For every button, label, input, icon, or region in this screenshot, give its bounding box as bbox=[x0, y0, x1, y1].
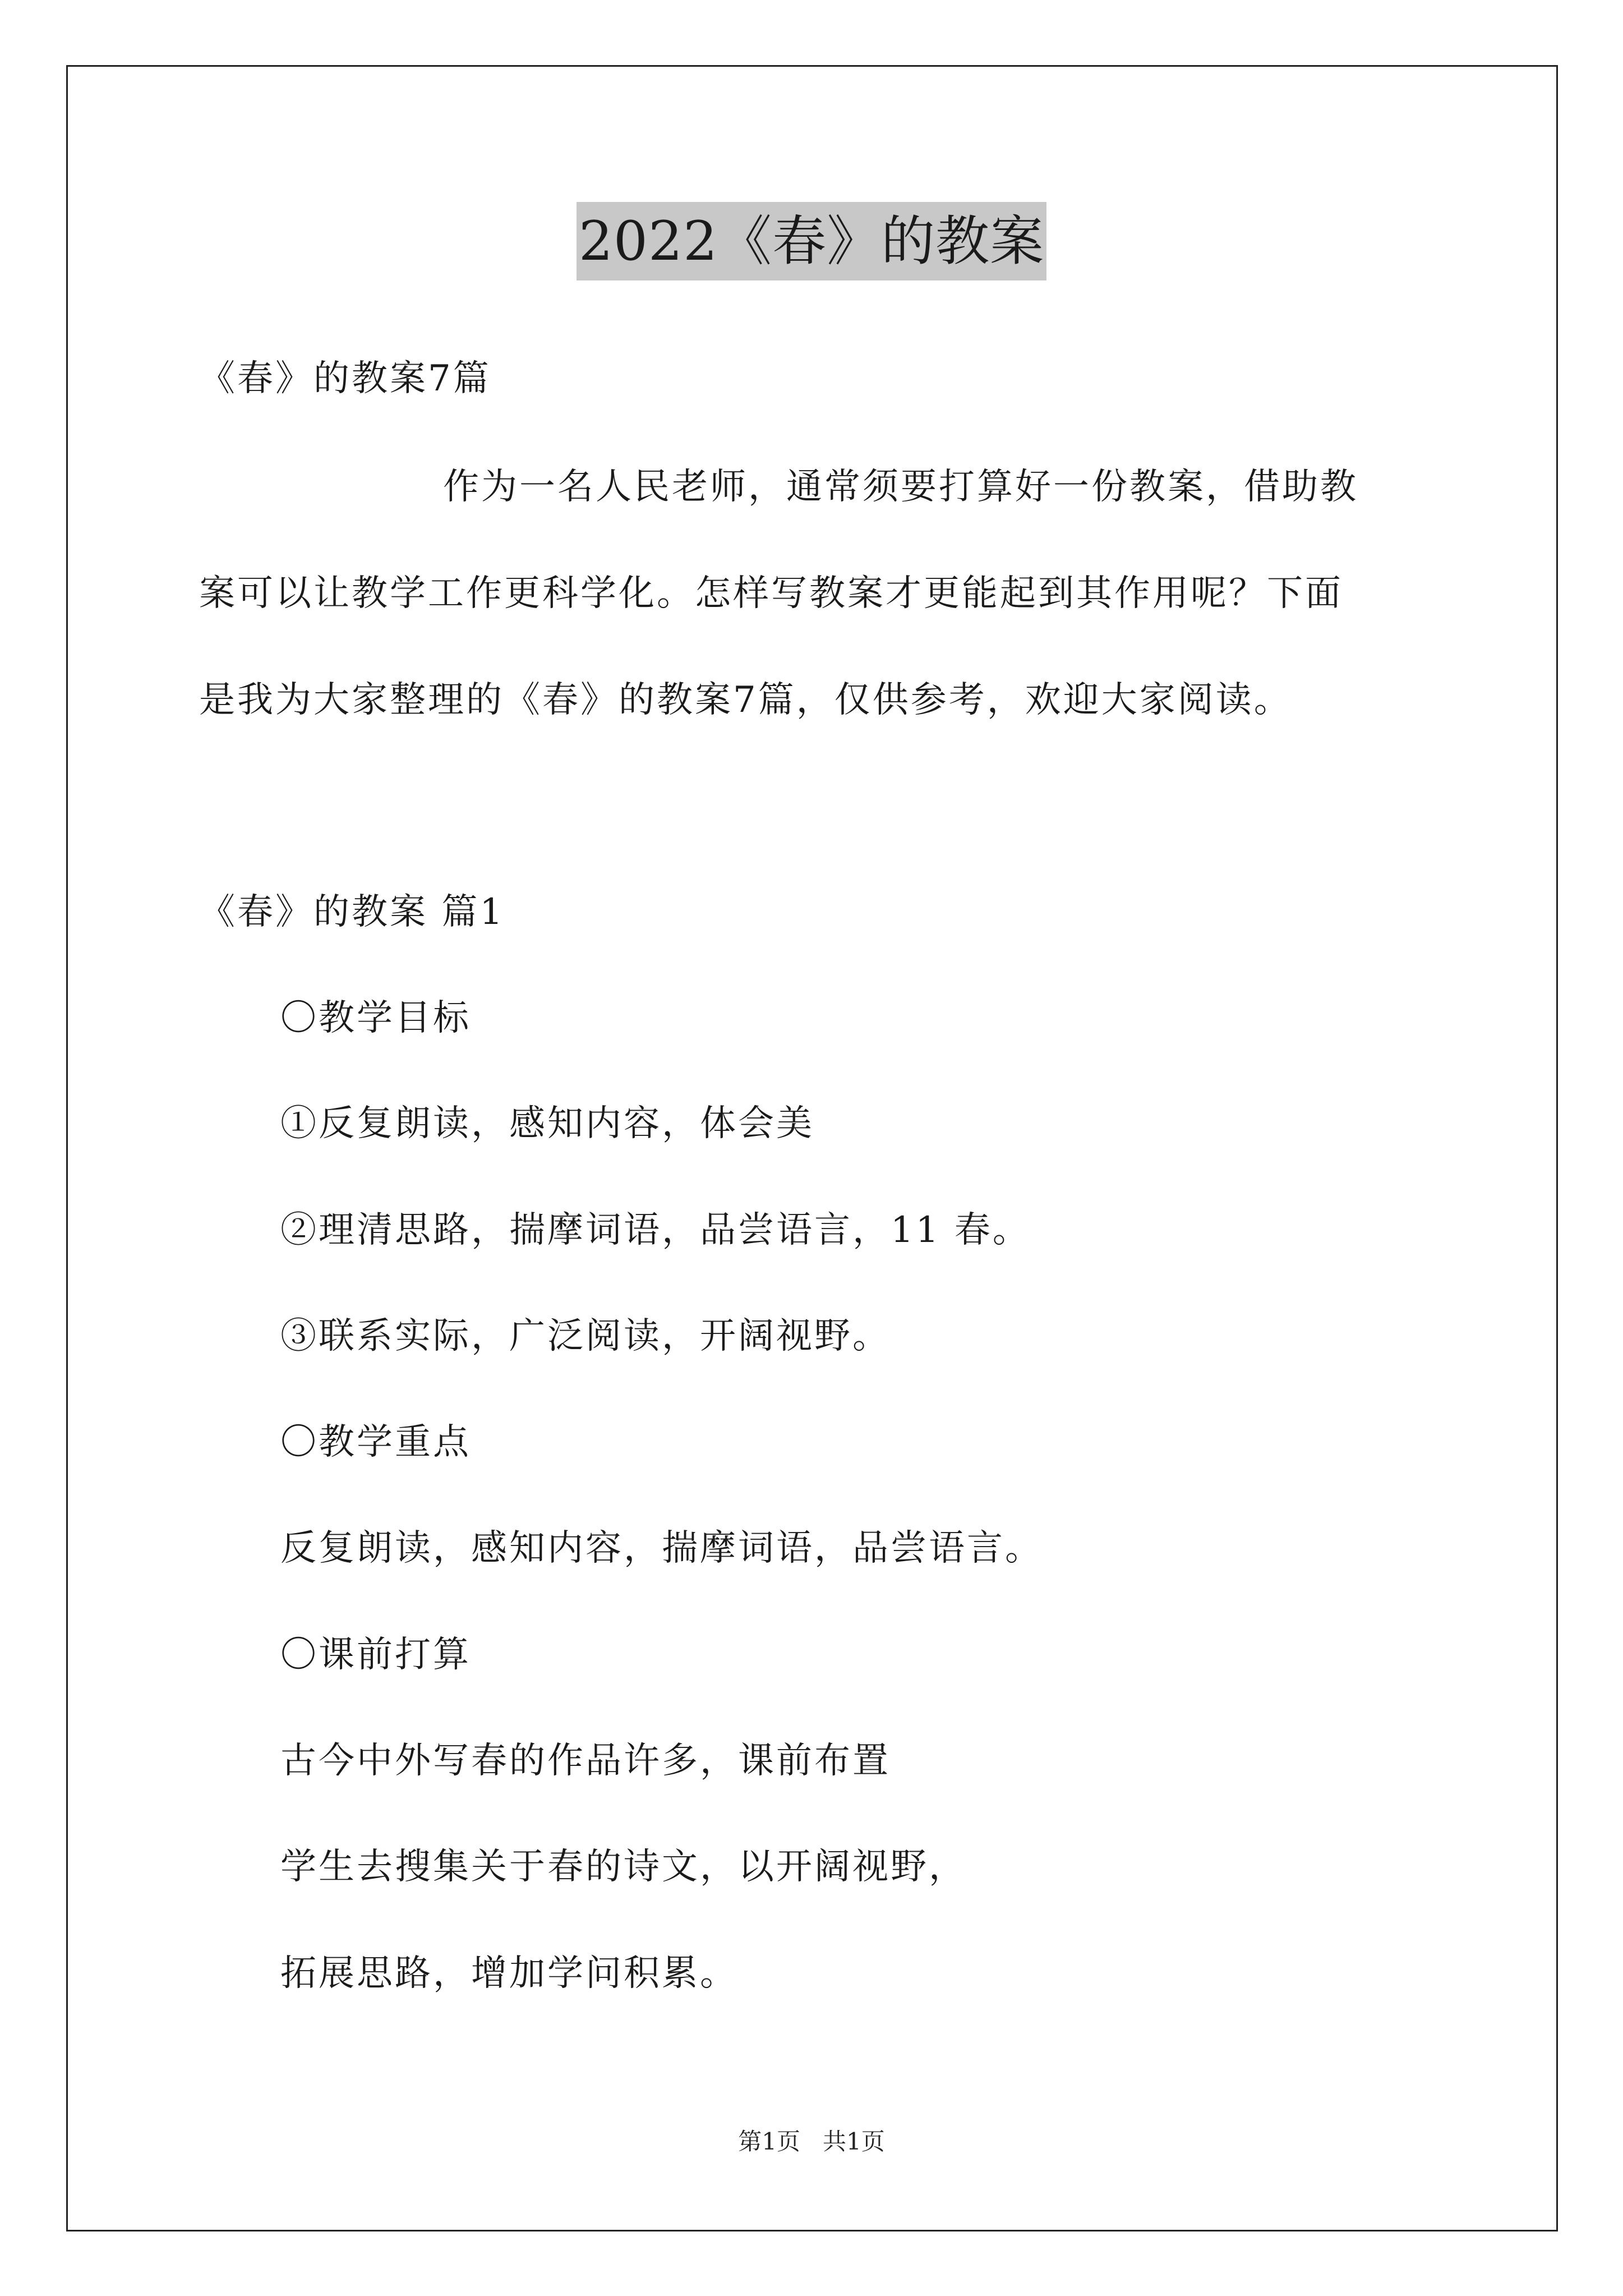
section-heading: 《春》的教案 篇1 bbox=[199, 891, 505, 933]
section-line: 〇教学重点 bbox=[280, 1421, 471, 1463]
page-footer: 第1页 共1页 bbox=[738, 2128, 885, 2155]
document-subtitle: 《春》的教案7篇 bbox=[199, 358, 491, 399]
section-line: 拓展思路，增加学问积累。 bbox=[280, 1953, 738, 1994]
section-line: ③联系实际，广泛阅读，开阔视野。 bbox=[280, 1315, 891, 1357]
section-line: 反复朗读，感知内容，揣摩词语，品尝语言。 bbox=[280, 1527, 1043, 1569]
section-line: 〇课前打算 bbox=[280, 1634, 471, 1676]
title-container bbox=[0, 202, 1623, 280]
intro-line-3: 是我为大家整理的《春》的教案7篇，仅供参考，欢迎大家阅读。 bbox=[199, 679, 1292, 721]
section-line: ①反复朗读，感知内容，体会美 bbox=[280, 1103, 814, 1144]
section-line: 学生去搜集关于春的诗文，以开阔视野， bbox=[280, 1846, 967, 1888]
intro-line-2: 案可以让教学工作更科学化。怎样写教案才更能起到其作用呢？下面 bbox=[199, 573, 1343, 614]
section-line: ②理清思路，揣摩词语，品尝语言，11 春。 bbox=[280, 1209, 1031, 1251]
section-line: 古今中外写春的作品许多，课前布置 bbox=[280, 1740, 891, 1782]
section-line: 〇教学目标 bbox=[280, 997, 471, 1039]
document-title: 2022《春》的教案 bbox=[577, 202, 1046, 280]
intro-line-1: 作为一名人民老师，通常须要打算好一份教案，借助教 bbox=[443, 466, 1358, 508]
